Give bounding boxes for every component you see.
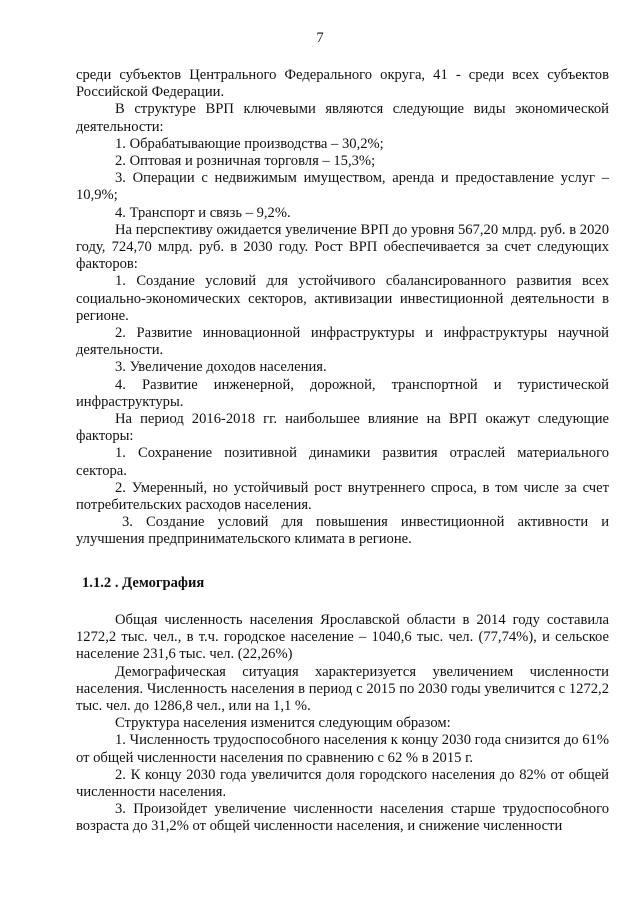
list-item: 3. Создание условий для повышения инвестиционной активности и улучшения предпринимательского климата в регионе.	[76, 514, 609, 548]
section-heading: 1.1.2 . Демография	[82, 574, 205, 591]
list-item: 4. Транспорт и связь – 9,2%.	[115, 204, 291, 221]
list-item: 2. Умеренный, но устойчивый рост внутреннего спроса, в том числе за счет потребительских расходов населения.	[76, 479, 609, 514]
list-item: 3. Увеличение доходов населения.	[115, 359, 327, 376]
page-number: 7	[316, 30, 324, 46]
list-item: 2. К концу 2030 года увеличится доля городского населения до 82% от общей численности населения.	[76, 766, 609, 800]
list-item: 1. Обрабатывающие производства – 30,2%;	[115, 135, 384, 152]
paragraph: среди субъектов Центрального Федерального округа, 41 - среди всех субъектов Российской Федерации.	[76, 67, 609, 101]
paragraph: На перспективу ожидается увеличение ВРП до уровня 567,20 млрд. руб. в 2020 году, 724,70 млрд. руб. в 2030 году. Рост ВРП обеспечивается за счет следующих факторов:	[76, 221, 609, 273]
list-item: 3. Произойдет увеличение численности населения старше трудоспособного возраста до 31,2% от общей численности населения, и снижение численности	[76, 801, 609, 835]
page-body	[76, 67, 609, 836]
list-item: 2. Развитие инновационной инфраструктуры и инфраструктуры научной деятельности.	[76, 325, 609, 359]
list-item: 1. Создание условий для устойчивого сбалансированного развития всех социально-экономических секторов, активизации инвестиционной деятельности в регионе.	[76, 273, 609, 324]
list-item: 4. Развитие инженерной, дорожной, транспортной и туристической инфраструктуры.	[76, 376, 609, 410]
paragraph: Общая численность населения Ярославской области в 2014 году составила 1272,2 тыс. чел., в т.ч. городское население – 1040,6 тыс. чел. (77,74%), и сельское население 231,6 тыс. чел. (22,26%)	[76, 611, 609, 663]
paragraph: Демографическая ситуация характеризуется увеличением численности населения. Численность населения в период с 2015 по 2030 годы увеличится с 1272,2 тыс. чел. до 1286,8 чел., или на 1,1 %.	[76, 663, 609, 714]
paragraph: Структура населения изменится следующим образом:	[115, 715, 451, 732]
paragraph: В структуре ВРП ключевыми являются следующие виды экономической деятельности:	[76, 101, 609, 135]
list-item: 2. Оптовая и розничная торговля – 15,3%;	[115, 153, 376, 170]
list-item: 1. Численность трудоспособного населения к концу 2030 года снизится до 61% от общей численности населения по сравнению с 62 % в 2015 г.	[76, 732, 609, 766]
list-item: 1. Сохранение позитивной динамики развития отраслей материального сектора.	[76, 445, 609, 479]
paragraph: На период 2016-2018 гг. наибольшее влияние на ВРП окажут следующие факторы:	[76, 411, 609, 445]
list-item: 3. Операции с недвижимым имуществом, аренда и предоставление услуг – 10,9%;	[76, 170, 609, 204]
